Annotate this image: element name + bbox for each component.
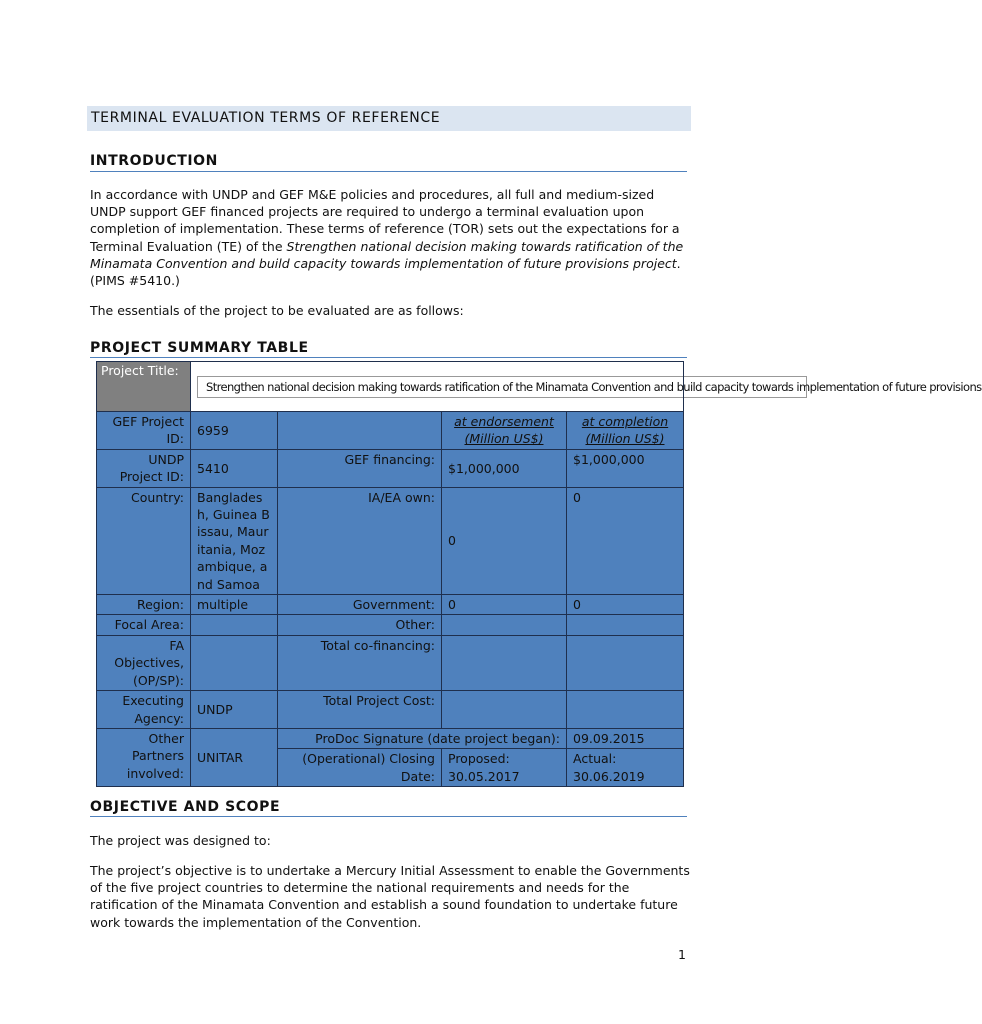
other-partners-label: Other Partners involved: (97, 728, 191, 786)
empty-cell (278, 412, 442, 450)
focal-area-value (191, 615, 278, 635)
government-label: Government: (278, 595, 442, 615)
iaea-label: IA/EA own: (278, 487, 442, 594)
total-cofinancing-endorsement (442, 635, 567, 690)
table-row (97, 362, 684, 412)
country-label: Country: (97, 487, 191, 594)
heading-rule (90, 816, 687, 817)
page-number: 1 (678, 947, 686, 962)
table-row (97, 728, 684, 748)
total-cofinancing-completion (567, 635, 684, 690)
gef-financing-endorsement: $1,000,000 (442, 449, 567, 487)
region-value: multiple (191, 595, 278, 615)
closing-date-proposed: Proposed: 30.05.2017 (442, 749, 567, 787)
heading-rule (90, 171, 687, 172)
total-cost-completion (567, 691, 684, 729)
other-label: Other: (278, 615, 442, 635)
other-completion (567, 615, 684, 635)
table-row (97, 615, 684, 635)
project-title: Strengthen national decision making towards ratification of the Minamata Convention and build capacity towards implementation of future provisions (197, 376, 807, 398)
fa-objectives-label: FA Objectives, (OP/SP): (97, 635, 191, 690)
table-row (97, 595, 684, 615)
region-label: Region: (97, 595, 191, 615)
prodoc-signature-label: ProDoc Signature (date project began): (278, 728, 567, 748)
gef-financing-label: GEF financing: (278, 449, 442, 487)
project-summary-table (96, 361, 982, 787)
table-row (97, 449, 684, 487)
objective-intro: The project was designed to: (90, 833, 271, 848)
summary-heading: PROJECT SUMMARY TABLE (90, 340, 309, 356)
undp-id-label: UNDP Project ID: (97, 449, 191, 487)
other-endorsement (442, 615, 567, 635)
government-completion: 0 (567, 595, 684, 615)
document-title-banner (87, 106, 691, 131)
government-endorsement: 0 (442, 595, 567, 615)
total-cost-endorsement (442, 691, 567, 729)
table-row (97, 412, 684, 450)
closing-date-label: (Operational) Closing Date: (278, 749, 442, 787)
heading-rule (90, 357, 687, 358)
intro-project-name: Strengthen national decision making towards ratification of the Minamata Convention and build capacity towards implementation of future provisions project (90, 238, 684, 271)
essentials-paragraph: The essentials of the project to be evaluated are as follows: (90, 303, 464, 318)
iaea-endorsement: 0 (442, 487, 567, 594)
undp-id-value: 5410 (191, 449, 278, 487)
table-row (97, 635, 684, 690)
fa-objectives-value (191, 635, 278, 690)
other-partners-value: UNITAR (191, 728, 278, 786)
project-title-cell (191, 362, 982, 412)
table-row (97, 691, 684, 729)
gef-id-label: GEF Project ID: (97, 412, 191, 450)
project-title-label: Project Title: (97, 362, 191, 412)
iaea-completion: 0 (567, 487, 684, 594)
intro-text: In accordance with UNDP and GEF M&E policies and procedures, all full and medium-sized UNDP support GEF financed projects are required to undergo a terminal evaluation upon completion of implementation. These terms of reference (TOR) sets out the expectations for a Terminal Evaluation (TE) of the (90, 187, 680, 254)
country-value: Bangladesh, Guinea Bissau, Mauritania, Mozambique, and Samoa (191, 487, 278, 594)
executing-agency-value: UNDP (191, 691, 278, 729)
total-cofinancing-label: Total co-financing: (278, 635, 442, 690)
gef-id-value: 6959 (191, 412, 278, 450)
total-cost-label: Total Project Cost: (278, 691, 442, 729)
objective-heading: OBJECTIVE AND SCOPE (90, 799, 281, 815)
intro-pims: . (PIMS #5410.) (90, 255, 681, 289)
gef-financing-completion: $1,000,000 (567, 449, 684, 487)
focal-area-label: Focal Area: (97, 615, 191, 635)
at-completion-header: at completion (Million US$) (567, 412, 684, 450)
document-title: TERMINAL EVALUATION TERMS OF REFERENCE (91, 110, 441, 126)
introduction-paragraph (90, 186, 690, 289)
closing-date-actual: Actual: 30.06.2019 (567, 749, 684, 787)
executing-agency-label: Executing Agency: (97, 691, 191, 729)
table-row (97, 487, 684, 594)
objective-paragraph: The project’s objective is to undertake a Mercury Initial Assessment to enable the Governments of the five project countries to determine the national requirements and needs for the ratification of the Minamata Convention and establish a sound foundation to undertake future work towards the implementation of the Convention. (90, 863, 690, 930)
at-endorsement-header: at endorsement (Million US$) (442, 412, 567, 450)
introduction-heading: INTRODUCTION (90, 153, 218, 169)
prodoc-signature-date: 09.09.2015 (567, 728, 684, 748)
